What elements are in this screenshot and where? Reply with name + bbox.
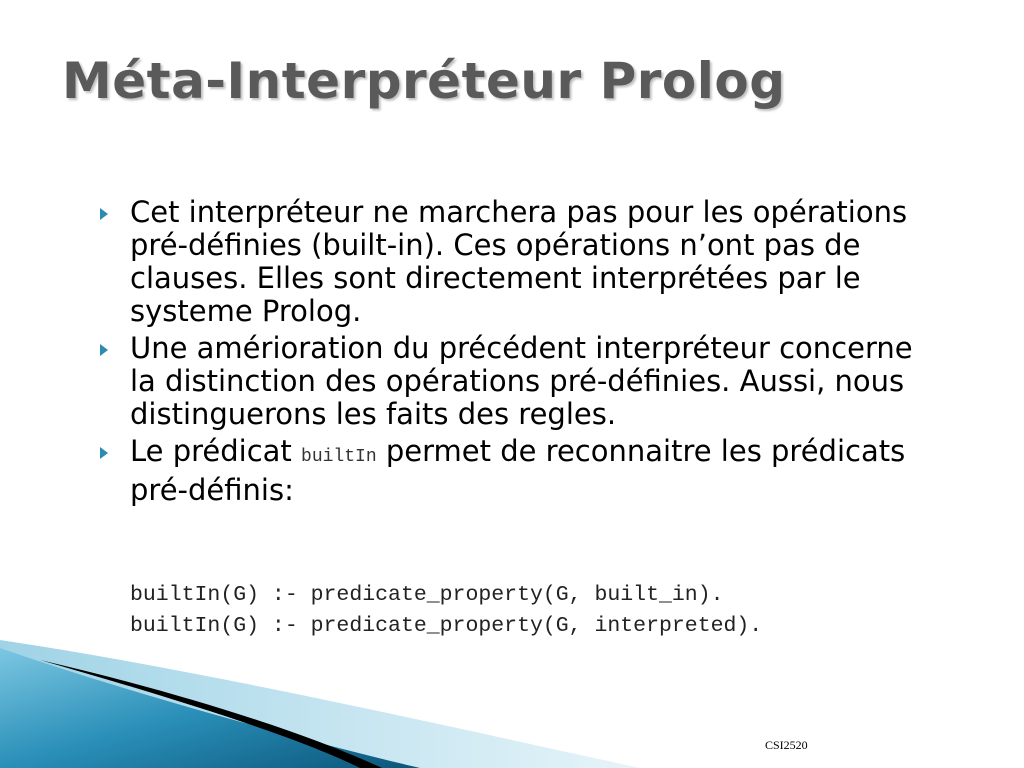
bullet-text: Une amérioration du précédent interpréteur concerne la distinction des opérations pré-définies. Aussi, nous distinguerons les faits des regles. xyxy=(130,331,913,431)
bullet-list xyxy=(100,196,940,511)
bullet-text: Cet interpréteur ne marchera pas pour les opérations pré-définies (built-in). Ces opérations n’ont pas de clauses. Elles sont directement interprétées par le systeme Prolog. xyxy=(130,195,908,328)
bullet-item-builtin-limitation xyxy=(100,196,940,328)
wave-blue-band xyxy=(0,648,420,768)
slide-title: Méta-Interpréteur Prolog xyxy=(62,52,786,110)
course-code-footer: CSI2520 xyxy=(765,738,808,752)
wave-light-band xyxy=(0,640,640,768)
code-line: builtIn(G) :- predicate_property(G, built_in). xyxy=(130,583,724,607)
triangle-right-icon xyxy=(100,344,108,356)
inline-code-builtin: builtIn xyxy=(301,447,377,467)
code-line: builtIn(G) :- predicate_property(G, interpreted). xyxy=(130,614,763,638)
triangle-right-icon xyxy=(100,447,108,459)
bullet-text-before: Le prédicat xyxy=(130,434,292,468)
bullet-text-after: permet de reconnaitre les prédicats pré-définis: xyxy=(130,434,906,507)
bullet-item-improvement xyxy=(100,332,940,431)
wave-black-stripe xyxy=(40,660,382,768)
triangle-right-icon xyxy=(100,208,108,220)
code-block xyxy=(130,580,762,642)
bullet-item-builtin-predicate xyxy=(100,435,940,507)
